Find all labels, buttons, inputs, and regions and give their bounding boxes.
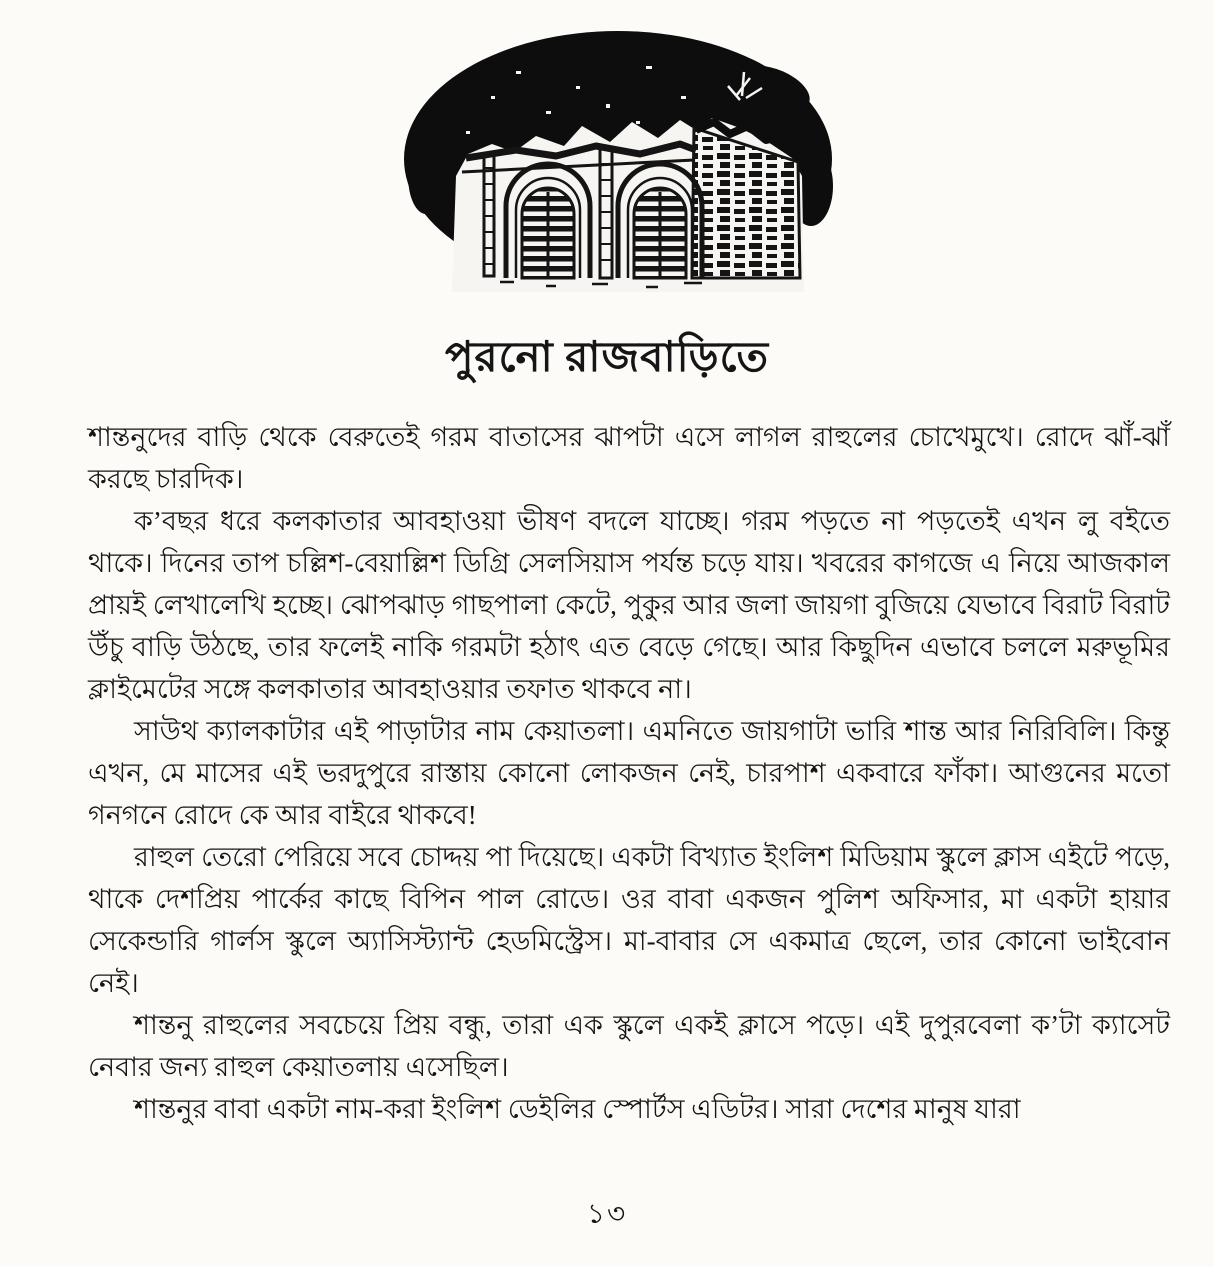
palace-illustration bbox=[396, 26, 842, 300]
page-number: ১৩ bbox=[586, 1199, 628, 1230]
paragraph-3: সাউথ ক্যালকাটার এই পাড়াটার নাম কেয়াতলা। এমনিতে জায়গাটা ভারি শান্ত আর নিরিবিলি। কিন্তু এখন, মে মাসের এই ভরদুপুরে রাস্তায় কোনো লোকজন নেই, চারপাশ একবারে ফাঁকা। আগুনের মতো গনগনে রোদে কে আর বাইরে থাকবে! bbox=[88, 716, 1170, 830]
book-page bbox=[0, 26, 1214, 1267]
paragraph-4: রাহুল তেরো পেরিয়ে সবে চোদ্দয় পা দিয়েছে। একটা বিখ্যাত ইংলিশ মিডিয়াম স্কুলে ক্লাস এইটে পড়ে, থাকে দেশপ্রিয় পার্কের কাছে বিপিন পাল রোডে। ওর বাবা একজন পুলিশ অফিসার, মা একটা হায়ার সেকেন্ডারি গার্লস স্কুলে অ্যাসিস্ট্যান্ট হেডমিস্ট্রেস। মা-বাবার সে একমাত্র ছেলে, তার কোনো ভাইবোন নেই। bbox=[88, 842, 1170, 998]
paragraph-1: শান্তনুদের বাড়ি থেকে বেরুতেই গরম বাতাসের ঝাপটা এসে লাগল রাহুলের চোখেমুখে। রোদে ঝাঁ-ঝাঁ করছে চারদিক। bbox=[88, 422, 1170, 494]
palace-etching-svg bbox=[396, 26, 842, 300]
paragraph-5: শান্তনু রাহুলের সবচেয়ে প্রিয় বন্ধু, তারা এক স্কুলে একই ক্লাসে পড়ে। এই দুপুরবেলা ক’টা ক্যাসেট নেবার জন্য রাহুল কেয়াতলায় এসেছিল। bbox=[88, 1010, 1170, 1082]
body-text bbox=[88, 416, 1170, 1130]
paragraph-6: শান্তনুর বাবা একটা নাম-করা ইংলিশ ডেইলির স্পোর্টস এডিটর। সারা দেশের মানুষ যারা bbox=[134, 1094, 1021, 1124]
paragraph-2: ক’বছর ধরে কলকাতার আবহাওয়া ভীষণ বদলে যাচ্ছে। গরম পড়তে না পড়তেই এখন লু বইতে থাকে। দিনের তাপ চল্লিশ-বেয়াল্লিশ ডিগ্রি সেলসিয়াস পর্যন্ত চড়ে যায়। খবরের কাগজে এ নিয়ে আজকাল প্রায়ই লেখালেখি হচ্ছে। ঝোপঝাড় গাছপালা কেটে, পুকুর আর জলা জায়গা বুজিয়ে যেভাবে বিরাট বিরাট উঁচু বাড়ি উঠছে, তার ফলেই নাকি গরমটা হঠাৎ এত বেড়ে গেছে। আর কিছুদিন এভাবে চললে মরুভূমির ক্লাইমেটের সঙ্গে কলকাতার আবহাওয়ার তফাত থাকবে না। bbox=[88, 506, 1170, 704]
chapter-title: পুরনো রাজবাড়িতে bbox=[444, 335, 770, 381]
